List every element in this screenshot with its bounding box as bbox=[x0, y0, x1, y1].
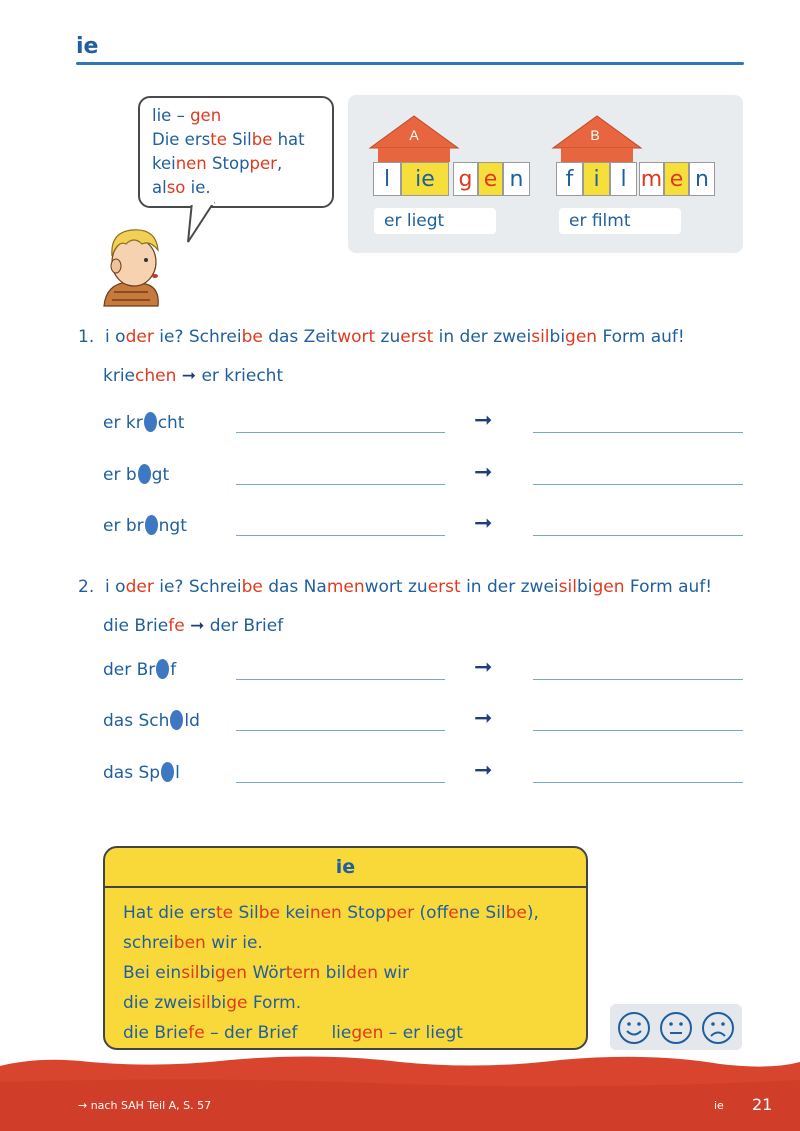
house-a-cell: ie bbox=[401, 162, 449, 196]
task-2-word: der Br f bbox=[103, 660, 177, 680]
answer-line[interactable] bbox=[533, 782, 743, 783]
arrow-icon: ➞ bbox=[474, 758, 493, 783]
answer-line[interactable] bbox=[533, 535, 743, 536]
task-2-word: das Sch ld bbox=[103, 711, 200, 731]
house-a-roof bbox=[366, 112, 462, 164]
house-b-cell: n bbox=[689, 162, 715, 196]
house-a-label: A bbox=[409, 127, 419, 143]
answer-line[interactable] bbox=[236, 432, 445, 433]
missing-letter-blob bbox=[144, 412, 157, 432]
missing-letter-blob bbox=[156, 659, 169, 679]
task-1-word: er br ngt bbox=[103, 516, 187, 536]
answer-line[interactable] bbox=[533, 730, 743, 731]
answer-line[interactable] bbox=[236, 679, 445, 680]
house-b-caption: er filmt bbox=[559, 208, 681, 234]
arrow-icon: ➞ bbox=[474, 655, 493, 680]
answer-line[interactable] bbox=[236, 782, 445, 783]
rule-box-title: ie bbox=[105, 848, 586, 888]
answer-line[interactable] bbox=[236, 484, 445, 485]
page-number: 21 bbox=[752, 1095, 773, 1114]
task-1-word: er kr cht bbox=[103, 413, 185, 433]
speech-bubble-tail bbox=[186, 202, 226, 248]
neutral-face-icon[interactable] bbox=[659, 1011, 693, 1045]
task-1-example: kriechen ➞ er kriecht bbox=[103, 366, 284, 386]
rule-box bbox=[103, 846, 588, 1050]
speech-bubble-text: lie – gen Die erste Silbe hat keinen Stopper, also ie. bbox=[152, 106, 305, 197]
house-b-cell: e bbox=[664, 162, 689, 196]
happy-face-icon[interactable] bbox=[617, 1011, 651, 1045]
answer-line[interactable] bbox=[533, 679, 743, 680]
footer-band bbox=[0, 1052, 800, 1131]
sad-face-icon[interactable] bbox=[701, 1011, 735, 1045]
arrow-icon: ➞ bbox=[474, 511, 493, 536]
missing-letter-blob bbox=[138, 464, 151, 484]
task-2-example: die Briefe ➞ der Brief bbox=[103, 616, 284, 636]
answer-line[interactable] bbox=[236, 535, 445, 536]
house-b-cell: l bbox=[610, 162, 637, 196]
arrow-icon: ➞ bbox=[474, 408, 493, 433]
answer-line[interactable] bbox=[533, 484, 743, 485]
house-a-cell: l bbox=[373, 162, 401, 196]
boy-illustration bbox=[98, 222, 168, 308]
house-b-roof bbox=[549, 112, 645, 164]
answer-line[interactable] bbox=[236, 730, 445, 731]
missing-letter-blob bbox=[170, 710, 183, 730]
task-1-word: er b gt bbox=[103, 465, 170, 485]
house-a-cell: e bbox=[478, 162, 503, 196]
house-a-cell: n bbox=[503, 162, 530, 196]
house-a-cell: g bbox=[453, 162, 478, 196]
task-2-word: das Sp l bbox=[103, 763, 180, 783]
arrow-icon: ➞ bbox=[474, 706, 493, 731]
footer-topic: ie bbox=[714, 1099, 724, 1112]
missing-letter-blob bbox=[145, 515, 158, 535]
house-b-cell: i bbox=[583, 162, 610, 196]
house-b-label: B bbox=[590, 127, 600, 143]
page-title: ie bbox=[76, 34, 99, 59]
house-b-cell: f bbox=[556, 162, 583, 196]
task-1-instruction: 1. i oder ie? Schreibe das Zeitwort zuerst in der zweisilbigen Form auf! bbox=[78, 327, 685, 347]
footer-reference: → nach SAH Teil A, S. 57 bbox=[78, 1099, 212, 1112]
house-a-caption: er liegt bbox=[374, 208, 496, 234]
answer-line[interactable] bbox=[533, 432, 743, 433]
missing-letter-blob bbox=[161, 762, 174, 782]
task-2-instruction: 2. i oder ie? Schreibe das Namenwort zuerst in der zweisilbigen Form auf! bbox=[78, 577, 713, 597]
house-b-cell: m bbox=[639, 162, 664, 196]
rule-box-text: Hat die erste Silbe keinen Stopper (offene Silbe), schreiben wir ie. Bei einsilbigen Wörtern bilden wir die zweisilbige Form. die Briefe – der Brief liegen – er liegt bbox=[123, 903, 539, 1043]
arrow-icon: ➞ bbox=[474, 460, 493, 485]
title-rule bbox=[76, 62, 744, 65]
